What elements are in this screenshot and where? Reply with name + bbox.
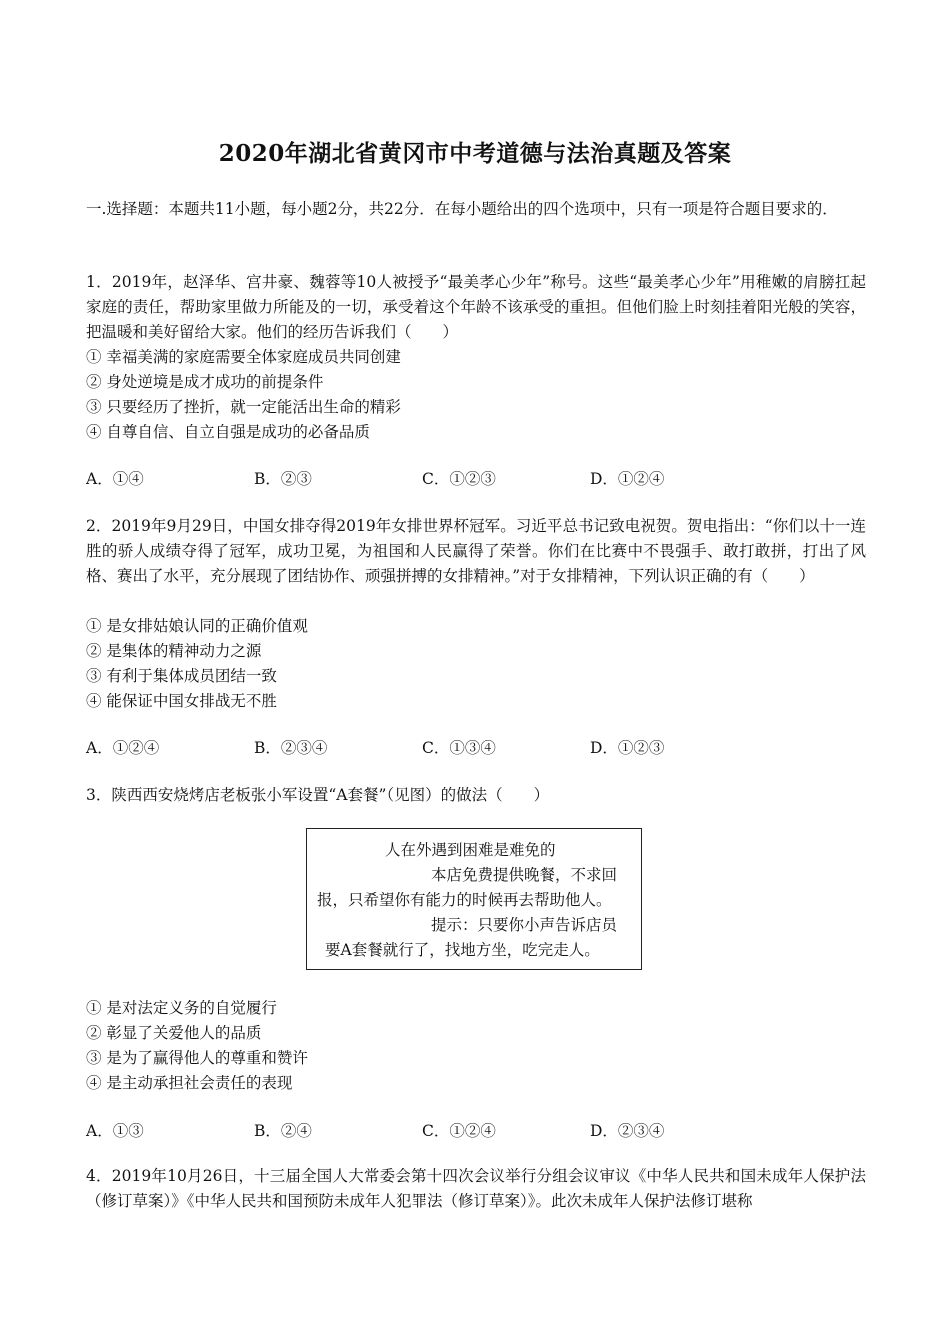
question-1-stem: 1．2019年，赵泽华、宫井豪、魏蓉等10人被授予“最美孝心少年”称号。这些“最美孝心少年”用稚嫩的肩膀扛起家庭的责任，帮助家里做力所能及的一切，承受着这个年龄不该承受的重担。但他们脸上时刻挂着阳光般的笑容，把温暖和美好留给大家。他们的经历告诉我们（ ） — [86, 273, 866, 341]
q2-item-2: ② 是集体的精神动力之源 — [86, 642, 262, 660]
q3-options — [86, 1119, 846, 1144]
q2-item-3: ③ 有利于集体成员团结一致 — [86, 667, 277, 685]
q2-option-c: C．①③④ — [422, 739, 496, 757]
notice-line-2: 本店免费提供晚餐，不求回 — [431, 866, 618, 884]
q3-item-2: ② 彰显了关爱他人的品质 — [86, 1024, 262, 1042]
q2-option-a: A．①②④ — [86, 739, 160, 757]
q1-item-3: ③ 只要经历了挫折，就一定能活出生命的精彩 — [86, 398, 401, 416]
q2-options — [86, 736, 846, 761]
q3-item-3: ③ 是为了赢得他人的尊重和赞许 — [86, 1049, 308, 1067]
q1-option-b: B．②③ — [254, 470, 312, 488]
q3-item-1: ① 是对法定义务的自觉履行 — [86, 999, 277, 1017]
q1-item-2: ② 身处逆境是成才成功的前提条件 — [86, 373, 324, 391]
q2-option-b: B．②③④ — [254, 739, 328, 757]
notice-line-4: 提示：只要你小声告诉店员 — [431, 916, 618, 934]
notice-line-5: 要A套餐就行了，找地方坐，吃完走人。 — [325, 941, 600, 959]
q3-option-c: C．①②④ — [422, 1122, 496, 1140]
notice-line-1: 人在外遇到困难是难免的 — [385, 841, 556, 859]
q3-item-4: ④ 是主动承担社会责任的表现 — [86, 1074, 293, 1092]
q1-options — [86, 467, 846, 492]
restaurant-notice-box — [306, 828, 642, 970]
page-title: 2020年湖北省黄冈市中考道德与法治真题及答案 — [218, 140, 732, 167]
q2-item-1: ① 是女排姑娘认同的正确价值观 — [86, 617, 308, 635]
q2-option-d: D．①②③ — [590, 739, 665, 757]
question-3-stem: 3．陕西西安烧烤店老板张小军设置“A套餐”（见图）的做法（ ） — [86, 786, 550, 804]
q3-option-d: D．②③④ — [590, 1122, 665, 1140]
notice-line-3: 报，只希望你有能力的时候再去帮助他人。 — [317, 891, 612, 909]
q1-option-d: D．①②④ — [590, 470, 665, 488]
q1-option-c: C．①②③ — [422, 470, 496, 488]
q3-option-a: A．①③ — [86, 1122, 144, 1140]
question-4-stem: 4．2019年10月26日，十三届全国人大常委会第十四次会议举行分组会议审议《中华人民共和国未成年人保护法（修订草案）》《中华人民共和国预防未成年人犯罪法（修订草案）》。此次未成年人保护法修订堪称 — [86, 1167, 866, 1210]
question-2-stem: 2．2019年9月29日，中国女排夺得2019年女排世界杯冠军。习近平总书记致电祝贺。贺电指出：“你们以十一连胜的骄人成绩夺得了冠军，成功卫冕，为祖国和人民赢得了荣誉。你们在比赛中不畏强手、敢打敢拼，打出了风格、赛出了水平，充分展现了团结协作、顽强拼搏的女排精神。”对于女排精神，下列认识正确的有（ ） — [86, 517, 866, 585]
q2-item-4: ④ 能保证中国女排战无不胜 — [86, 692, 277, 710]
section-intro: 一.选择题：本题共11小题，每小题2分，共22分．在每小题给出的四个选项中，只有一项是符合题目要求的． — [86, 200, 838, 218]
q1-item-4: ④ 自尊自信、自立自强是成功的必备品质 — [86, 423, 370, 441]
q1-option-a: A．①④ — [86, 470, 144, 488]
q3-option-b: B．②④ — [254, 1122, 312, 1140]
q1-item-1: ① 幸福美满的家庭需要全体家庭成员共同创建 — [86, 348, 401, 366]
